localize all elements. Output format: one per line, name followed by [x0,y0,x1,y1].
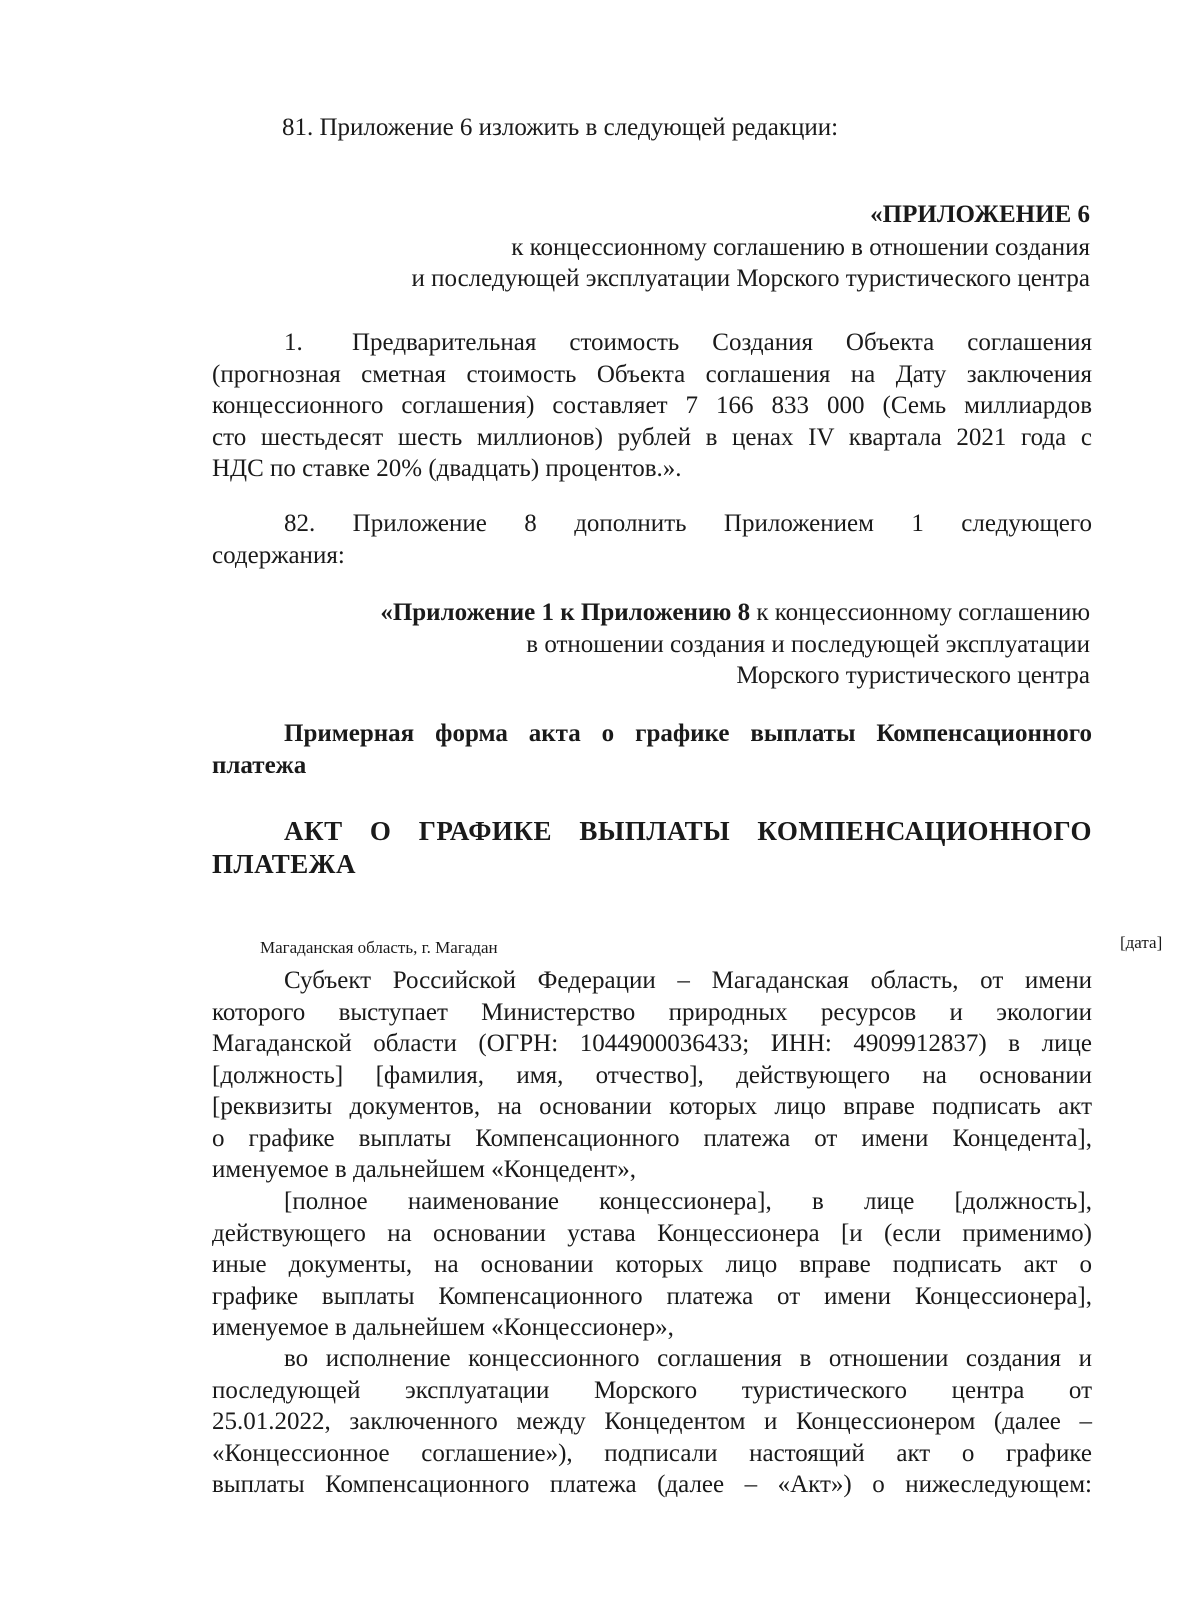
paragraph-line: о графике выплаты Компенсационного платежа от имени Концедента], [212,1124,1092,1152]
appendix-1-line-3: Морского туристического центра [736,662,1090,689]
paragraph-1-line: сто шестьдесят шесть миллионов) рублей в ценах IV квартала 2021 года с [212,423,1092,451]
paragraph-1-number: 1. [284,329,303,356]
appendix-1-line-1 [250,597,1090,629]
form-title [212,718,1092,781]
paragraph-line: выплаты Компенсационного платежа (далее – «Акт») о нижеследующем: [212,1471,1092,1498]
appendix-6-title: «ПРИЛОЖЕНИЕ 6 [870,201,1090,228]
paragraph-line: именуемое в дальнейшем «Концессионер», [212,1314,674,1341]
paragraph-line: которого выступает Министерство природных ресурсов и экологии [212,998,1092,1026]
act-title-line: АКТ О ГРАФИКЕ ВЫПЛАТЫ КОМПЕНСАЦИОННОГО [284,816,1092,846]
appendix-1-header [250,597,1090,692]
item-82-line: содержания: [212,541,345,569]
form-title-line: платежа [212,751,307,779]
paragraph-line: Магаданской области (ОГРН: 1044900036433; ИНН: 4909912837) в лице [212,1030,1092,1057]
paragraph-agreement [212,1343,1092,1501]
act-title [212,815,1092,881]
paragraph-line: Субъект Российской Федерации – Магаданская область, от имени [284,967,1092,994]
place-line: Магаданская область, г. Магадан [260,938,498,957]
paragraph-1-line: НДС по ставке 20% (двадцать) процентов.». [212,455,682,482]
paragraph-line: [реквизиты документов, на основании которых лицо вправе подписать акт [212,1093,1092,1120]
item-81: 81. Приложение 6 изложить в следующей редакции: [282,114,839,141]
paragraph-line: [полное наименование концессионера], в лице [должность], [284,1188,1092,1215]
paragraph-line: 25.01.2022, заключенного между Концедентом и Концессионером (далее – [212,1408,1092,1435]
paragraph-line: последующей эксплуатации Морского туристического центра от [212,1376,1092,1404]
paragraph-line: иные документы, на основании которых лицо вправе подписать акт о [212,1251,1092,1278]
paragraph-1-line [212,327,1092,359]
item-82-line: 82. Приложение 8 дополнить Приложением 1 следующего [284,510,1092,537]
act-title-line: ПЛАТЕЖА [212,849,356,879]
item-82 [212,508,1092,571]
appendix-1-rest: к концессионному соглашению [750,599,1090,626]
paragraph-line: «Концессионное соглашение»), подписали настоящий акт о графике [212,1439,1092,1467]
paragraph-1-text: Предварительная стоимость Создания Объекта соглашения [352,329,1092,356]
date-placeholder: [дата] [1120,933,1163,952]
appendix-1-bold: «Приложение 1 к Приложению 8 [380,599,751,626]
paragraph-concessioner [212,1186,1092,1344]
paragraph-1-line: концессионного соглашения) составляет 7 166 833 000 (Семь миллиардов [212,392,1092,419]
appendix-1-line-2: в отношении создания и последующей эксплуатации [526,630,1090,658]
paragraph-concedent [212,965,1092,1186]
paragraph-line: графике выплаты Компенсационного платежа от имени Концессионера], [212,1282,1092,1310]
paragraph-line: действующего на основании устава Концессионера [и (если применимо) [212,1219,1092,1247]
appendix-6-line-2: и последующей эксплуатации Морского туристического центра [411,265,1090,292]
paragraph-line: именуемое в дальнейшем «Концедент», [212,1156,636,1183]
appendix-6-line-1: к концессионному соглашению в отношении создания [511,234,1090,261]
paragraph-line: во исполнение концессионного соглашения в отношении создания и [284,1345,1092,1372]
paragraph-line: [должность] [фамилия, имя, отчество], действующего на основании [212,1061,1092,1089]
paragraph-1-line: (прогнозная сметная стоимость Объекта соглашения на Дату заключения [212,360,1092,388]
form-title-line: Примерная форма акта о графике выплаты Компенсационного [284,720,1092,747]
paragraph-1 [212,327,1092,485]
